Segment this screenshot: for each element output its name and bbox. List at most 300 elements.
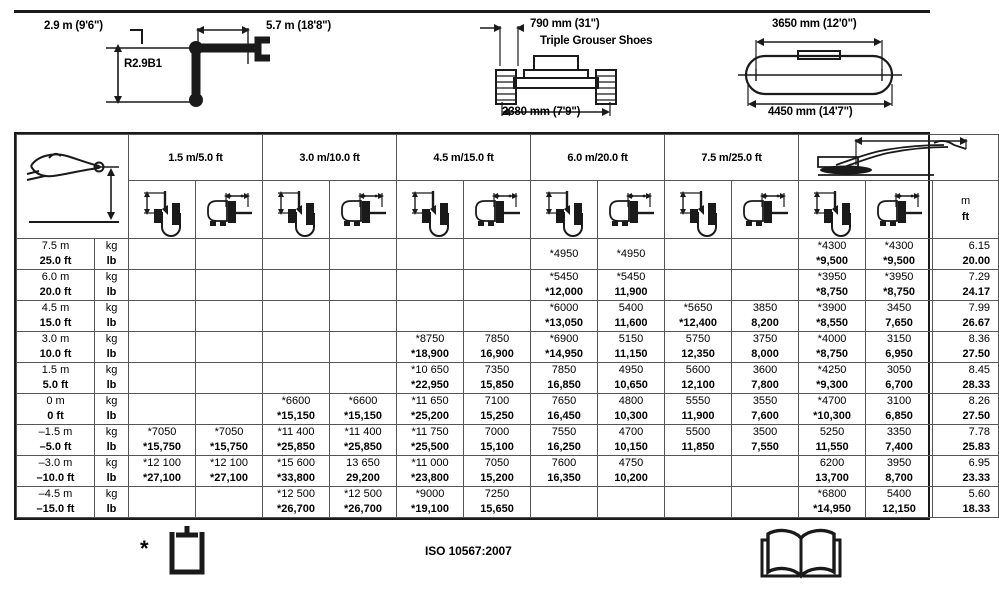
capacity-cell — [196, 301, 263, 332]
capacity-cell — [732, 425, 799, 456]
reach-group-header-0: 1.5 m/5.0 ft — [129, 135, 263, 181]
max-reach-ft: 24.17 — [962, 286, 991, 298]
max-reach-m: 7.78 — [968, 426, 991, 439]
lift-over-front-icon-cell-4 — [665, 181, 732, 239]
capacity-lb: 16,450 — [547, 410, 581, 422]
capacity-lb: *9,300 — [816, 379, 848, 391]
table-row — [17, 239, 999, 270]
front-view-diagram — [468, 14, 698, 126]
capacity-cell — [531, 301, 598, 332]
capacity-lb: 12,350 — [681, 348, 715, 360]
unit-label-cell — [95, 270, 129, 301]
capacity-cell — [263, 456, 330, 487]
capacity-lb: *15,150 — [344, 410, 382, 422]
capacity-lb: 15,100 — [480, 441, 514, 453]
capacity-kg: *6900 — [549, 333, 579, 346]
capacity-kg: *9000 — [415, 488, 445, 501]
capacity-kg: *5450 — [549, 271, 579, 284]
lift-height-m: 3.0 m — [41, 333, 70, 346]
capacity-lb: 16,350 — [547, 472, 581, 484]
table-row — [17, 394, 999, 425]
max-reach-ft: 27.50 — [962, 348, 991, 360]
unit-kg: kg — [105, 395, 118, 408]
max-reach-ft: 28.33 — [962, 379, 991, 391]
table-row — [17, 487, 999, 518]
capacity-lb: 7,600 — [751, 410, 779, 422]
max-reach-icon-cell — [799, 135, 999, 181]
capacity-lb: *8,750 — [816, 348, 848, 360]
lift-height-label-cell — [17, 363, 95, 394]
open-book-manual-icon — [756, 526, 846, 591]
table-row — [17, 456, 999, 487]
lift-height-ft: 5.0 ft — [42, 379, 69, 391]
max-reach-ft: 23.33 — [962, 472, 991, 484]
capacity-cell — [799, 270, 866, 301]
arm-length-label: 5.7 m (18'8") — [266, 20, 332, 32]
lift-height-label-cell — [17, 487, 95, 518]
capacity-cell — [598, 363, 665, 394]
capacity-cell — [464, 394, 531, 425]
capacity-lb: 16,900 — [480, 348, 514, 360]
reach-unit-m: m — [960, 194, 971, 207]
capacity-lb: *15,150 — [277, 410, 315, 422]
max-reach-m: 5.60 — [968, 488, 991, 501]
lift-over-side-icon — [874, 187, 924, 233]
capacity-kg: 5600 — [685, 364, 711, 377]
asterisk-note-symbol: * — [140, 536, 149, 561]
capacity-lb: *25,200 — [411, 410, 449, 422]
capacity-cell — [330, 332, 397, 363]
lift-over-side-icon — [472, 187, 522, 233]
capacity-cell — [866, 487, 933, 518]
capacity-kg: *4950 — [616, 247, 646, 260]
capacity-lb: 15,200 — [480, 472, 514, 484]
lift-over-side-icon — [740, 187, 790, 233]
lift-height-m: 7.5 m — [41, 240, 70, 253]
capacity-lb: *9,500 — [816, 255, 848, 267]
lift-over-front-icon — [140, 187, 184, 233]
capacity-cell — [531, 456, 598, 487]
capacity-lb: *25,850 — [344, 441, 382, 453]
capacity-cell — [732, 487, 799, 518]
shoe-width-label: 790 mm (31") — [530, 18, 600, 30]
capacity-kg: 13 650 — [346, 457, 380, 470]
capacity-cell — [866, 425, 933, 456]
capacity-cell — [330, 487, 397, 518]
capacity-cell — [129, 301, 196, 332]
capacity-cell — [397, 394, 464, 425]
unit-kg: kg — [105, 488, 118, 501]
boom-length-label: 2.9 m (9'6") — [44, 20, 103, 32]
max-reach-cell — [933, 487, 999, 518]
capacity-lb: *25,500 — [411, 441, 449, 453]
capacity-kg: *6800 — [817, 488, 847, 501]
capacity-cell — [263, 363, 330, 394]
unit-label-cell — [95, 425, 129, 456]
capacity-kg: *5450 — [616, 271, 646, 284]
capacity-kg: *12 500 — [277, 488, 315, 501]
unit-lb: lb — [106, 255, 117, 267]
unit-kg: kg — [105, 333, 118, 346]
lift-orientation-icon-row — [17, 181, 999, 239]
capacity-kg: 3150 — [886, 333, 912, 346]
capacity-cell — [464, 332, 531, 363]
capacity-cell — [799, 301, 866, 332]
capacity-cell — [397, 239, 464, 270]
capacity-lb: *23,800 — [411, 472, 449, 484]
capacity-cell — [866, 332, 933, 363]
capacity-kg: 3850 — [752, 302, 778, 315]
max-reach-ft: 18.33 — [962, 503, 991, 515]
capacity-cell — [129, 456, 196, 487]
capacity-lb: 10,300 — [614, 410, 648, 422]
capacity-cell — [531, 239, 598, 270]
max-reach-m: 8.26 — [968, 395, 991, 408]
max-reach-m: 7.29 — [968, 271, 991, 284]
capacity-lb: 11,900 — [614, 286, 648, 298]
max-reach-ft: 25.83 — [962, 441, 991, 453]
capacity-kg: *11 400 — [277, 426, 315, 439]
lift-point-height-icon-cell — [17, 135, 129, 239]
capacity-cell — [196, 394, 263, 425]
capacity-kg: *11 650 — [411, 395, 449, 408]
capacity-kg: 5250 — [819, 426, 845, 439]
lift-over-front-icon — [676, 187, 720, 233]
capacity-cell — [598, 332, 665, 363]
capacity-cell — [129, 394, 196, 425]
capacity-cell — [732, 456, 799, 487]
table-body — [17, 239, 999, 518]
capacity-kg: *5650 — [683, 302, 713, 315]
capacity-lb: 6,700 — [885, 379, 913, 391]
unit-label-cell — [95, 239, 129, 270]
capacity-cell — [397, 301, 464, 332]
max-reach-cell — [933, 301, 999, 332]
capacity-cell — [464, 456, 531, 487]
max-reach-cell — [933, 332, 999, 363]
capacity-cell — [129, 487, 196, 518]
capacity-lb: 11,150 — [614, 348, 648, 360]
capacity-cell — [196, 487, 263, 518]
open-book-icon-svg — [756, 526, 846, 586]
capacity-lb: 29,200 — [346, 472, 380, 484]
capacity-kg: 7550 — [551, 426, 577, 439]
capacity-cell — [665, 270, 732, 301]
capacity-kg: 3100 — [886, 395, 912, 408]
capacity-lb: 16,250 — [547, 441, 581, 453]
lift-height-m: –3.0 m — [38, 457, 73, 470]
capacity-kg: 5750 — [685, 333, 711, 346]
capacity-lb: *15,750 — [143, 441, 181, 453]
capacity-cell — [330, 270, 397, 301]
capacity-kg: *4700 — [817, 395, 847, 408]
max-reach-ft: 26.67 — [962, 317, 991, 329]
capacity-lb: *18,900 — [411, 348, 449, 360]
capacity-lb: *27,100 — [143, 472, 181, 484]
top-divider-rule — [14, 10, 930, 13]
capacity-lb: *14,950 — [545, 348, 583, 360]
capacity-cell — [196, 363, 263, 394]
capacity-lb: 12,100 — [681, 379, 715, 391]
capacity-cell — [263, 301, 330, 332]
capacity-cell — [129, 239, 196, 270]
capacity-cell — [263, 270, 330, 301]
capacity-cell — [598, 270, 665, 301]
capacity-cell — [464, 363, 531, 394]
table-row — [17, 363, 999, 394]
capacity-kg: 5400 — [618, 302, 644, 315]
lift-height-m: 4.5 m — [41, 302, 70, 315]
lift-over-front-icon — [542, 187, 586, 233]
reach-group-header-1: 3.0 m/10.0 ft — [263, 135, 397, 181]
max-reach-m: 8.36 — [968, 333, 991, 346]
capacity-cell — [330, 394, 397, 425]
outer-length-label: 4450 mm (14'7") — [768, 106, 853, 118]
capacity-cell — [665, 332, 732, 363]
capacity-cell — [330, 456, 397, 487]
capacity-cell — [598, 239, 665, 270]
capacity-lb: *12,000 — [545, 286, 583, 298]
capacity-cell — [531, 332, 598, 363]
capacity-kg: *8750 — [415, 333, 445, 346]
capacity-cell — [732, 363, 799, 394]
capacity-lb: *14,950 — [813, 503, 852, 515]
capacity-kg: 5550 — [685, 395, 711, 408]
capacity-kg: 3350 — [886, 426, 912, 439]
capacity-cell — [196, 332, 263, 363]
lift-height-label-cell — [17, 456, 95, 487]
iso-standard-label: ISO 10567:2007 — [425, 544, 512, 558]
lift-over-front-icon-cell-0 — [129, 181, 196, 239]
capacity-lb: 15,850 — [480, 379, 514, 391]
capacity-lb: 11,600 — [614, 317, 648, 329]
max-reach-ft: 27.50 — [962, 410, 991, 422]
capacity-cell — [799, 487, 866, 518]
capacity-lb: 8,200 — [751, 317, 779, 329]
top-view-diagram — [706, 14, 934, 126]
capacity-kg: *3900 — [817, 302, 847, 315]
capacity-kg: *7050 — [214, 426, 244, 439]
lift-point-height-icon — [23, 136, 123, 234]
unit-label-cell — [95, 332, 129, 363]
unit-kg: kg — [105, 457, 118, 470]
table-row — [17, 332, 999, 363]
capacity-cell — [531, 270, 598, 301]
capacity-cell — [866, 270, 933, 301]
max-reach-cell — [933, 270, 999, 301]
capacity-kg: *6000 — [549, 302, 579, 315]
unit-lb: lb — [106, 410, 117, 422]
lift-height-ft: –15.0 ft — [36, 503, 75, 515]
lift-over-side-icon — [204, 187, 254, 233]
lift-over-side-icon-cell-1 — [330, 181, 397, 239]
capacity-cell — [732, 239, 799, 270]
capacity-kg: 3500 — [752, 426, 778, 439]
capacity-lb: 10,150 — [614, 441, 648, 453]
max-reach-m: 8.45 — [968, 364, 991, 377]
capacity-cell — [799, 394, 866, 425]
max-reach-cell — [933, 425, 999, 456]
reach-unit-header — [933, 181, 999, 239]
unit-label-cell — [95, 301, 129, 332]
top-diagram-strip — [0, 0, 944, 128]
capacity-kg: *4300 — [884, 240, 914, 253]
capacity-kg: 3450 — [886, 302, 912, 315]
unit-kg: kg — [105, 271, 118, 284]
capacity-kg: 5500 — [685, 426, 711, 439]
table-row — [17, 425, 999, 456]
capacity-cell — [598, 301, 665, 332]
capacity-lb: 7,550 — [751, 441, 779, 453]
lift-over-side-icon-cell-2 — [464, 181, 531, 239]
unit-lb: lb — [106, 286, 117, 298]
capacity-cell — [397, 487, 464, 518]
lift-height-ft: –10.0 ft — [36, 472, 75, 484]
capacity-cell — [799, 456, 866, 487]
unit-label-cell — [95, 456, 129, 487]
lift-height-ft: 20.0 ft — [39, 286, 72, 298]
capacity-kg: *12 100 — [143, 457, 181, 470]
capacity-cell — [665, 394, 732, 425]
capacity-cell — [129, 270, 196, 301]
lift-over-side-icon — [606, 187, 656, 233]
lift-over-side-icon-cell-3 — [598, 181, 665, 239]
capacity-kg: *4250 — [817, 364, 847, 377]
capacity-cell — [129, 425, 196, 456]
capacity-cell — [531, 487, 598, 518]
capacity-kg: 3950 — [886, 457, 912, 470]
capacity-kg: 3750 — [752, 333, 778, 346]
capacity-lb: *10,300 — [813, 410, 852, 422]
capacity-lb: 11,550 — [815, 441, 849, 453]
reach-unit-ft: ft — [961, 210, 970, 223]
capacity-cell — [531, 363, 598, 394]
capacity-cell — [397, 363, 464, 394]
capacity-cell — [732, 301, 799, 332]
lift-height-ft: 10.0 ft — [39, 348, 72, 360]
capacity-cell — [531, 425, 598, 456]
capacity-cell — [598, 425, 665, 456]
lift-over-front-icon-cell-5 — [799, 181, 866, 239]
capacity-kg: *15 600 — [277, 457, 315, 470]
capacity-kg: 4950 — [618, 364, 644, 377]
capacity-kg: *11 750 — [411, 426, 449, 439]
lift-height-m: 0 m — [46, 395, 65, 408]
capacity-kg: 5150 — [618, 333, 644, 346]
lift-height-m: –1.5 m — [38, 426, 73, 439]
lift-height-label-cell — [17, 270, 95, 301]
capacity-cell — [598, 456, 665, 487]
capacity-cell — [129, 363, 196, 394]
capacity-lb: 7,400 — [885, 441, 913, 453]
lift-over-side-icon — [338, 187, 388, 233]
capacity-cell — [263, 332, 330, 363]
capacity-cell — [866, 363, 933, 394]
capacity-kg: 7600 — [551, 457, 577, 470]
capacity-kg: *11 400 — [344, 426, 382, 439]
capacity-lb: *22,950 — [411, 379, 449, 391]
reach-group-header-4: 7.5 m/25.0 ft — [665, 135, 799, 181]
capacity-cell — [799, 363, 866, 394]
table-row — [17, 270, 999, 301]
lift-over-front-icon — [274, 187, 318, 233]
bucket-icon — [166, 524, 210, 585]
capacity-cell — [330, 363, 397, 394]
lifting-capacity-table — [16, 134, 999, 518]
capacity-lb: 7,650 — [885, 317, 913, 329]
capacity-lb: 16,850 — [547, 379, 581, 391]
reach-group-header-2: 4.5 m/15.0 ft — [397, 135, 531, 181]
capacity-kg: 7100 — [484, 395, 510, 408]
capacity-lb: *12,400 — [679, 317, 718, 329]
capacity-lb: 13,700 — [815, 472, 849, 484]
capacity-lb: 10,650 — [614, 379, 648, 391]
capacity-cell — [799, 425, 866, 456]
capacity-kg: *12 100 — [210, 457, 248, 470]
capacity-lb: 11,850 — [681, 441, 715, 453]
capacity-cell — [665, 301, 732, 332]
capacity-cell — [598, 394, 665, 425]
capacity-kg: *4300 — [817, 240, 847, 253]
unit-label-cell — [95, 487, 129, 518]
capacity-kg: 7650 — [551, 395, 577, 408]
capacity-cell — [665, 425, 732, 456]
capacity-cell — [665, 456, 732, 487]
capacity-cell — [464, 270, 531, 301]
table-head — [17, 135, 999, 239]
lift-height-label-cell — [17, 394, 95, 425]
table-row — [17, 301, 999, 332]
unit-kg: kg — [105, 240, 118, 253]
capacity-cell — [464, 425, 531, 456]
capacity-cell — [263, 239, 330, 270]
capacity-kg: *7050 — [147, 426, 177, 439]
capacity-lb: 8,000 — [751, 348, 779, 360]
lift-over-front-icon — [810, 187, 854, 233]
capacity-cell — [397, 332, 464, 363]
capacity-lb: *13,050 — [545, 317, 583, 329]
lift-height-label-cell — [17, 425, 95, 456]
capacity-kg: 7350 — [484, 364, 510, 377]
capacity-lb: 7,800 — [751, 379, 779, 391]
capacity-lb: *26,700 — [277, 503, 315, 515]
capacity-lb: *26,700 — [344, 503, 382, 515]
capacity-cell — [866, 239, 933, 270]
capacity-kg: *4950 — [549, 247, 579, 260]
config-code-label: R2.9B1 — [124, 58, 162, 70]
capacity-lb: *19,100 — [411, 503, 449, 515]
capacity-lb: 6,950 — [885, 348, 913, 360]
capacity-lb: 6,850 — [885, 410, 913, 422]
capacity-cell — [397, 425, 464, 456]
capacity-lb: 15,650 — [480, 503, 514, 515]
unit-label-cell — [95, 363, 129, 394]
unit-label-cell — [95, 394, 129, 425]
capacity-lb: 10,200 — [614, 472, 648, 484]
max-reach-m: 6.15 — [968, 240, 991, 253]
lift-over-front-icon — [408, 187, 452, 233]
max-reach-cell — [933, 239, 999, 270]
capacity-kg: *6600 — [348, 395, 378, 408]
lifting-capacity-table-wrap — [14, 132, 991, 520]
capacity-kg: 7250 — [484, 488, 510, 501]
lift-height-label-cell — [17, 239, 95, 270]
capacity-kg: 4800 — [618, 395, 644, 408]
lift-over-side-icon-cell-0 — [196, 181, 263, 239]
unit-lb: lb — [106, 472, 117, 484]
capacity-lb: *25,850 — [277, 441, 315, 453]
lift-height-ft: 15.0 ft — [39, 317, 72, 329]
